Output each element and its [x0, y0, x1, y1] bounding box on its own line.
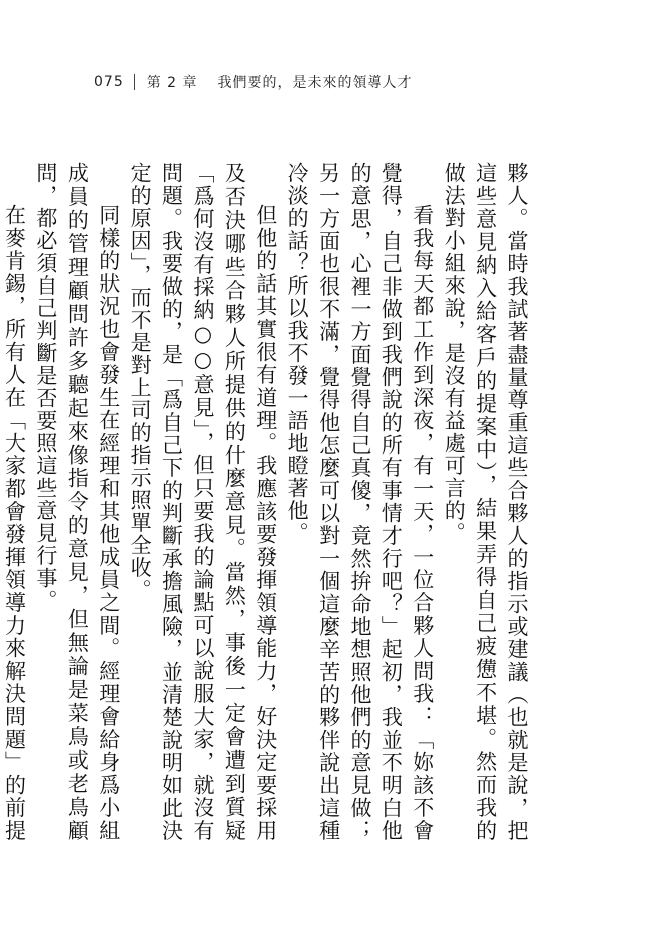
paragraph-1: 夥人。當時我試著盡量尊重這些合夥人的指示或建議（也就是說，把這些意見納入給客戶的提案中），結果弄得自己疲憊不堪。然而我的做法對小組來說，是沒有益處可言的。 [442, 162, 529, 842]
paragraph-5: 在麥肯錫，所有人在「大家都會發揮領導力來解決問題」的前提 [2, 204, 27, 842]
paragraph-2: 看我每天都工作到深夜，有一天，一位合夥人問我：「妳該不會覺得，自己非做到我們說的所有事情才行吧？」起初，我並不明白他的意思，心裡一方面覺得自己真傻，竟然拚命地想照他們的意見做；另一方面也很不滿，覺得他怎麼可以對一個這麼辛苦的夥伴說出這種冷淡的話？所以我不發一語地瞪著他。 [285, 162, 435, 842]
paragraph-4: 同樣的狀況也會發生在經理和其他成員之間。經理會給身爲小組成員的管理顧問許多聽起來像指令的意見，但無論是菜鳥或老鳥顧問，都必須自己判斷是否要照這些意見行事。 [33, 162, 121, 842]
vertical-body-text [2, 162, 532, 842]
header-divider [134, 74, 135, 90]
chapter-title: 我們要的，是未來的領導人才 [217, 75, 413, 91]
paragraph-3: 但他的話其實很有道理。我應該要發揮領導能力，好決定要採用及否決哪些合夥人所提供的什麼意見。當然，事後一定會遭到質疑「爲何沒有採納○○意見」，但只要我的論點可以說服大家，就沒有問題。我要做的，是「爲自己下的判斷承擔風險，並清楚說明如此決定的原因」，而不是對上司的指示照單全收。 [128, 162, 278, 842]
chapter-label: 第 2 章 [146, 75, 198, 91]
page-number: 075 [94, 74, 124, 90]
running-header [94, 70, 413, 94]
